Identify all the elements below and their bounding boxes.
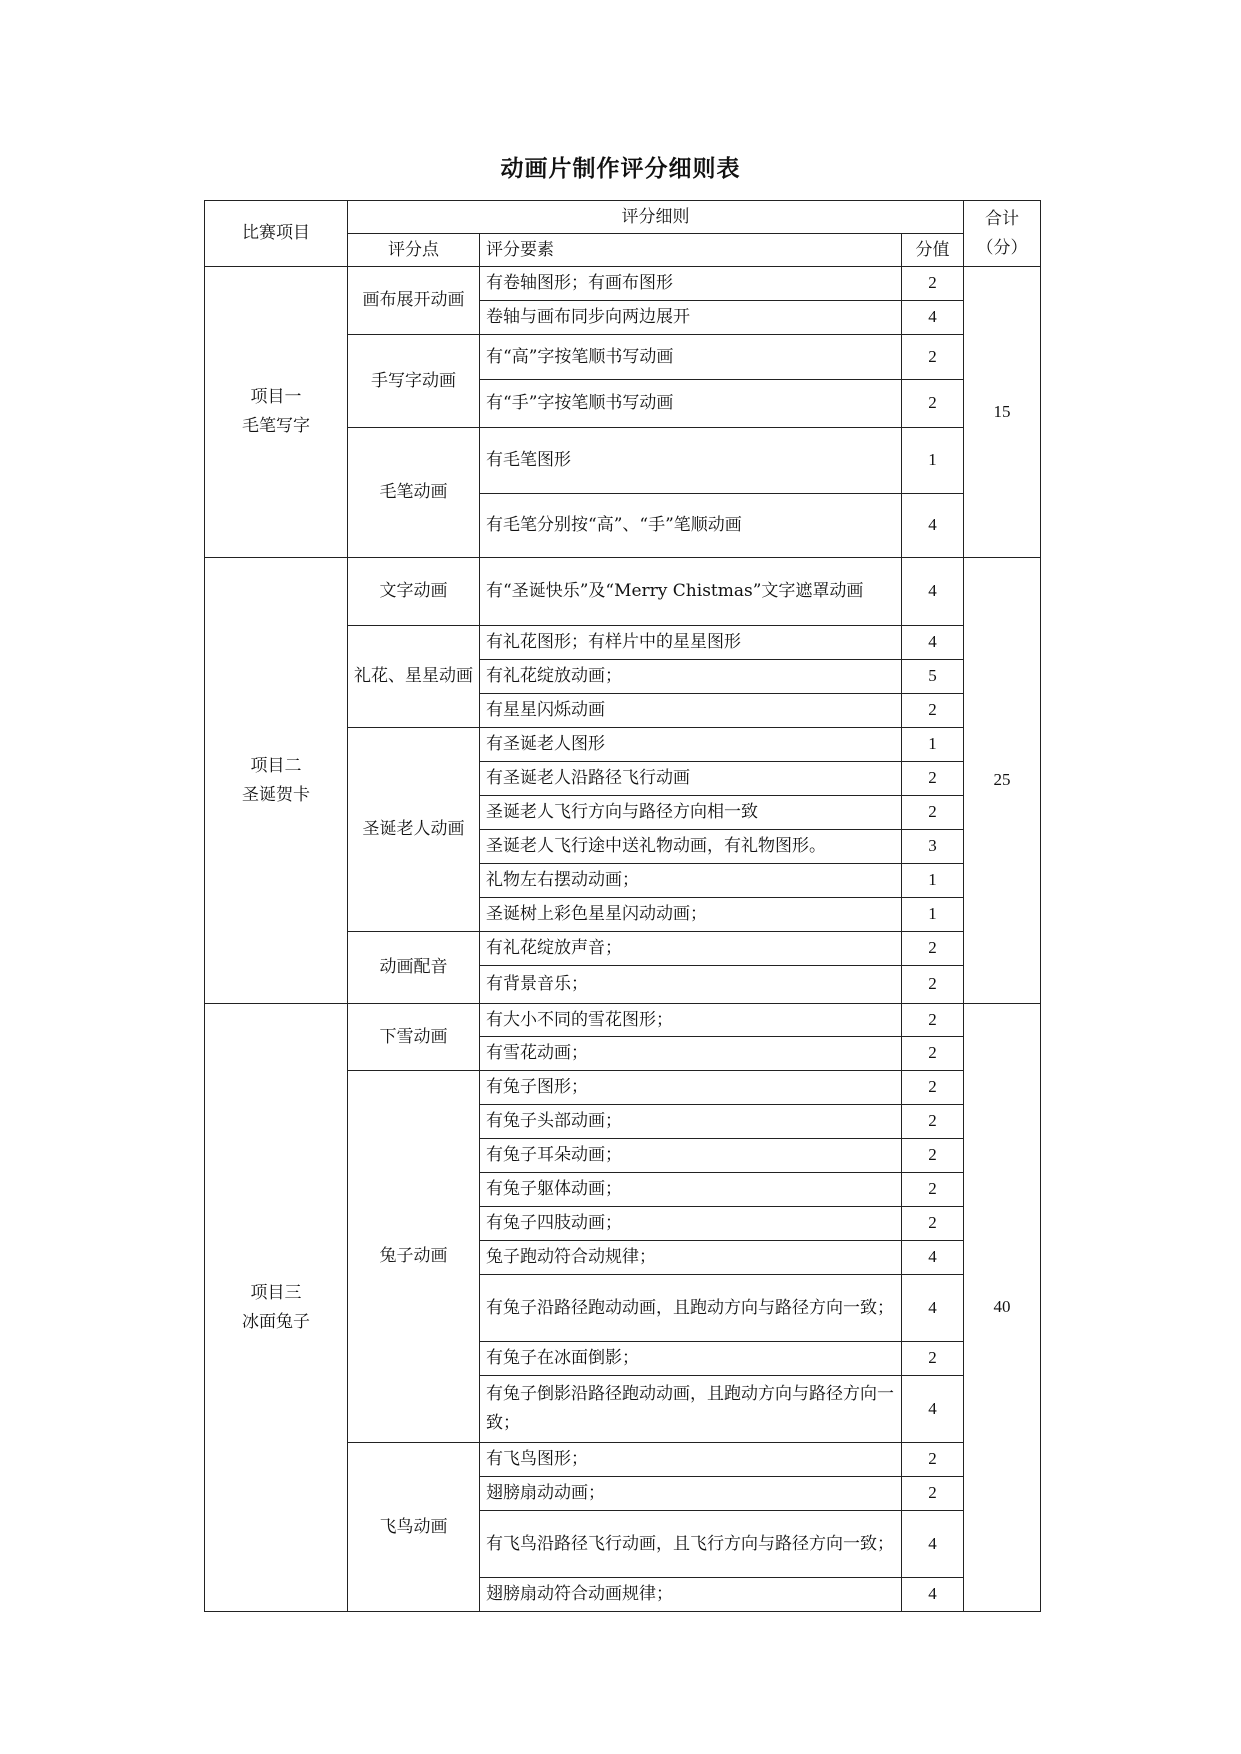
scoring-element-cell: 卷轴与画布同步向两边展开 [480,301,902,335]
score-value-cell: 2 [902,1342,964,1376]
scoring-point-cell: 画布展开动画 [348,267,480,335]
header-project: 比赛项目 [205,201,348,267]
table-row [205,267,1041,301]
score-value-cell: 1 [902,728,964,762]
project-name-line1: 项目三 [250,1282,302,1303]
scoring-element-cell: 有圣诞老人沿路径飞行动画 [480,762,902,796]
scoring-element-cell: 翅膀扇动符合动画规律； [480,1578,902,1612]
project-name-line1: 项目一 [250,387,302,408]
project-cell [205,1004,348,1612]
scoring-element-cell: 有兔子四肢动画； [480,1207,902,1241]
project-name-line2: 毛笔写字 [242,416,310,436]
scoring-element-cell: 礼物左右摆动动画； [480,864,902,898]
score-value-cell: 4 [902,1241,964,1275]
project-total-cell: 15 [964,267,1041,558]
scoring-element-cell: 有兔子耳朵动画； [480,1139,902,1173]
scoring-element-cell: 有大小不同的雪花图形； [480,1004,902,1037]
scoring-element-cell: 有礼花图形；有样片中的星星图形 [480,626,902,660]
header-total [964,201,1041,267]
header-total-line1: 合计 [985,208,1019,229]
scoring-element-cell: 有兔子头部动画； [480,1105,902,1139]
score-value-cell: 2 [902,1071,964,1105]
scoring-element-cell: 有兔子在冰面倒影； [480,1342,902,1376]
score-value-cell: 2 [902,966,964,1004]
scoring-point-cell: 圣诞老人动画 [348,728,480,932]
scoring-point-cell: 动画配音 [348,932,480,1004]
scoring-element-cell: 有卷轴图形；有画布图形 [480,267,902,301]
scoring-element-cell: 兔子跑动符合动规律； [480,1241,902,1275]
scoring-point-cell: 下雪动画 [348,1004,480,1071]
scoring-element-cell: 有“手”字按笔顺书写动画 [480,380,902,428]
score-value-cell: 4 [902,1578,964,1612]
score-value-cell: 2 [902,796,964,830]
project-name-line2: 圣诞贺卡 [242,784,310,805]
score-value-cell: 2 [902,267,964,301]
score-value-cell: 2 [902,335,964,380]
scoring-element-cell: 有礼花绽放声音； [480,932,902,966]
project-total-cell: 25 [964,558,1041,1004]
page-title: 动画片制作评分细则表 [500,155,741,182]
score-value-cell: 2 [902,1139,964,1173]
project-total-cell: 40 [964,1004,1041,1612]
score-value-cell: 2 [902,694,964,728]
score-value-cell: 2 [902,1105,964,1139]
header-point: 评分点 [348,234,480,267]
scoring-element-cell: 有飞鸟图形； [480,1443,902,1477]
scoring-point-cell: 毛笔动画 [348,428,480,558]
score-value-cell: 2 [902,1173,964,1207]
scoring-element-cell: 有礼花绽放动画； [480,660,902,694]
scoring-element-cell: 有毛笔分别按“高”、“手”笔顺动画 [480,494,902,558]
score-value-cell: 2 [902,1004,964,1037]
scoring-element-cell: 有星星闪烁动画 [480,694,902,728]
scoring-element-cell: 有背景音乐； [480,966,902,1004]
scoring-element-cell: 圣诞树上彩色星星闪动动画； [480,898,902,932]
table-row [205,1004,1041,1037]
scoring-point-cell: 礼花、星星动画 [348,626,480,728]
scoring-element-cell: 有兔子图形； [480,1071,902,1105]
score-value-cell: 2 [902,1443,964,1477]
table-row [205,558,1041,626]
table-body [205,201,1041,1612]
score-value-cell: 4 [902,1376,964,1443]
score-value-cell: 2 [902,1477,964,1511]
scoring-element-cell: 有飞鸟沿路径飞行动画，且飞行方向与路径方向一致； [480,1511,902,1578]
scoring-element-cell: 圣诞老人飞行途中送礼物动画，有礼物图形。 [480,830,902,864]
score-value-cell: 4 [902,626,964,660]
scoring-element-cell: 有“圣诞快乐”及“Merry Chistmas”文字遮罩动画 [480,558,902,626]
scoring-table [204,200,1041,1612]
scoring-element-cell: 有兔子躯体动画； [480,1173,902,1207]
header-score: 分值 [902,234,964,267]
score-value-cell: 4 [902,494,964,558]
score-value-cell: 2 [902,762,964,796]
score-value-cell: 4 [902,1511,964,1578]
score-value-cell: 2 [902,380,964,428]
project-name-line1: 项目二 [250,755,302,776]
score-value-cell: 1 [902,898,964,932]
score-value-cell: 4 [902,301,964,335]
score-value-cell: 1 [902,428,964,494]
score-value-cell: 4 [902,558,964,626]
scoring-point-cell: 飞鸟动画 [348,1443,480,1612]
header-detail: 评分细则 [348,201,964,234]
score-value-cell: 2 [902,1207,964,1241]
header-element: 评分要素 [480,234,902,267]
project-cell [205,267,348,558]
score-value-cell: 2 [902,932,964,966]
scoring-element-cell: 有雪花动画； [480,1037,902,1071]
project-name-line2: 冰面兔子 [242,1311,310,1332]
score-value-cell: 3 [902,830,964,864]
score-value-cell: 2 [902,1037,964,1071]
scoring-point-cell: 兔子动画 [348,1071,480,1443]
score-value-cell: 5 [902,660,964,694]
header-row-1 [205,201,1041,234]
scoring-element-cell: 有兔子倒影沿路径跑动动画，且跑动方向与路径方向一致； [480,1376,902,1443]
scoring-point-cell: 手写字动画 [348,335,480,428]
scoring-point-cell: 文字动画 [348,558,480,626]
project-cell [205,558,348,1004]
scoring-element-cell: 有圣诞老人图形 [480,728,902,762]
score-value-cell: 1 [902,864,964,898]
scoring-element-cell: 有毛笔图形 [480,428,902,494]
header-total-line2: （分） [976,237,1028,258]
scoring-element-cell: 有兔子沿路径跑动动画，且跑动方向与路径方向一致； [480,1275,902,1342]
score-value-cell: 4 [902,1275,964,1342]
scoring-element-cell: 翅膀扇动动画； [480,1477,902,1511]
scoring-element-cell: 圣诞老人飞行方向与路径方向相一致 [480,796,902,830]
scoring-element-cell: 有“高”字按笔顺书写动画 [480,335,902,380]
